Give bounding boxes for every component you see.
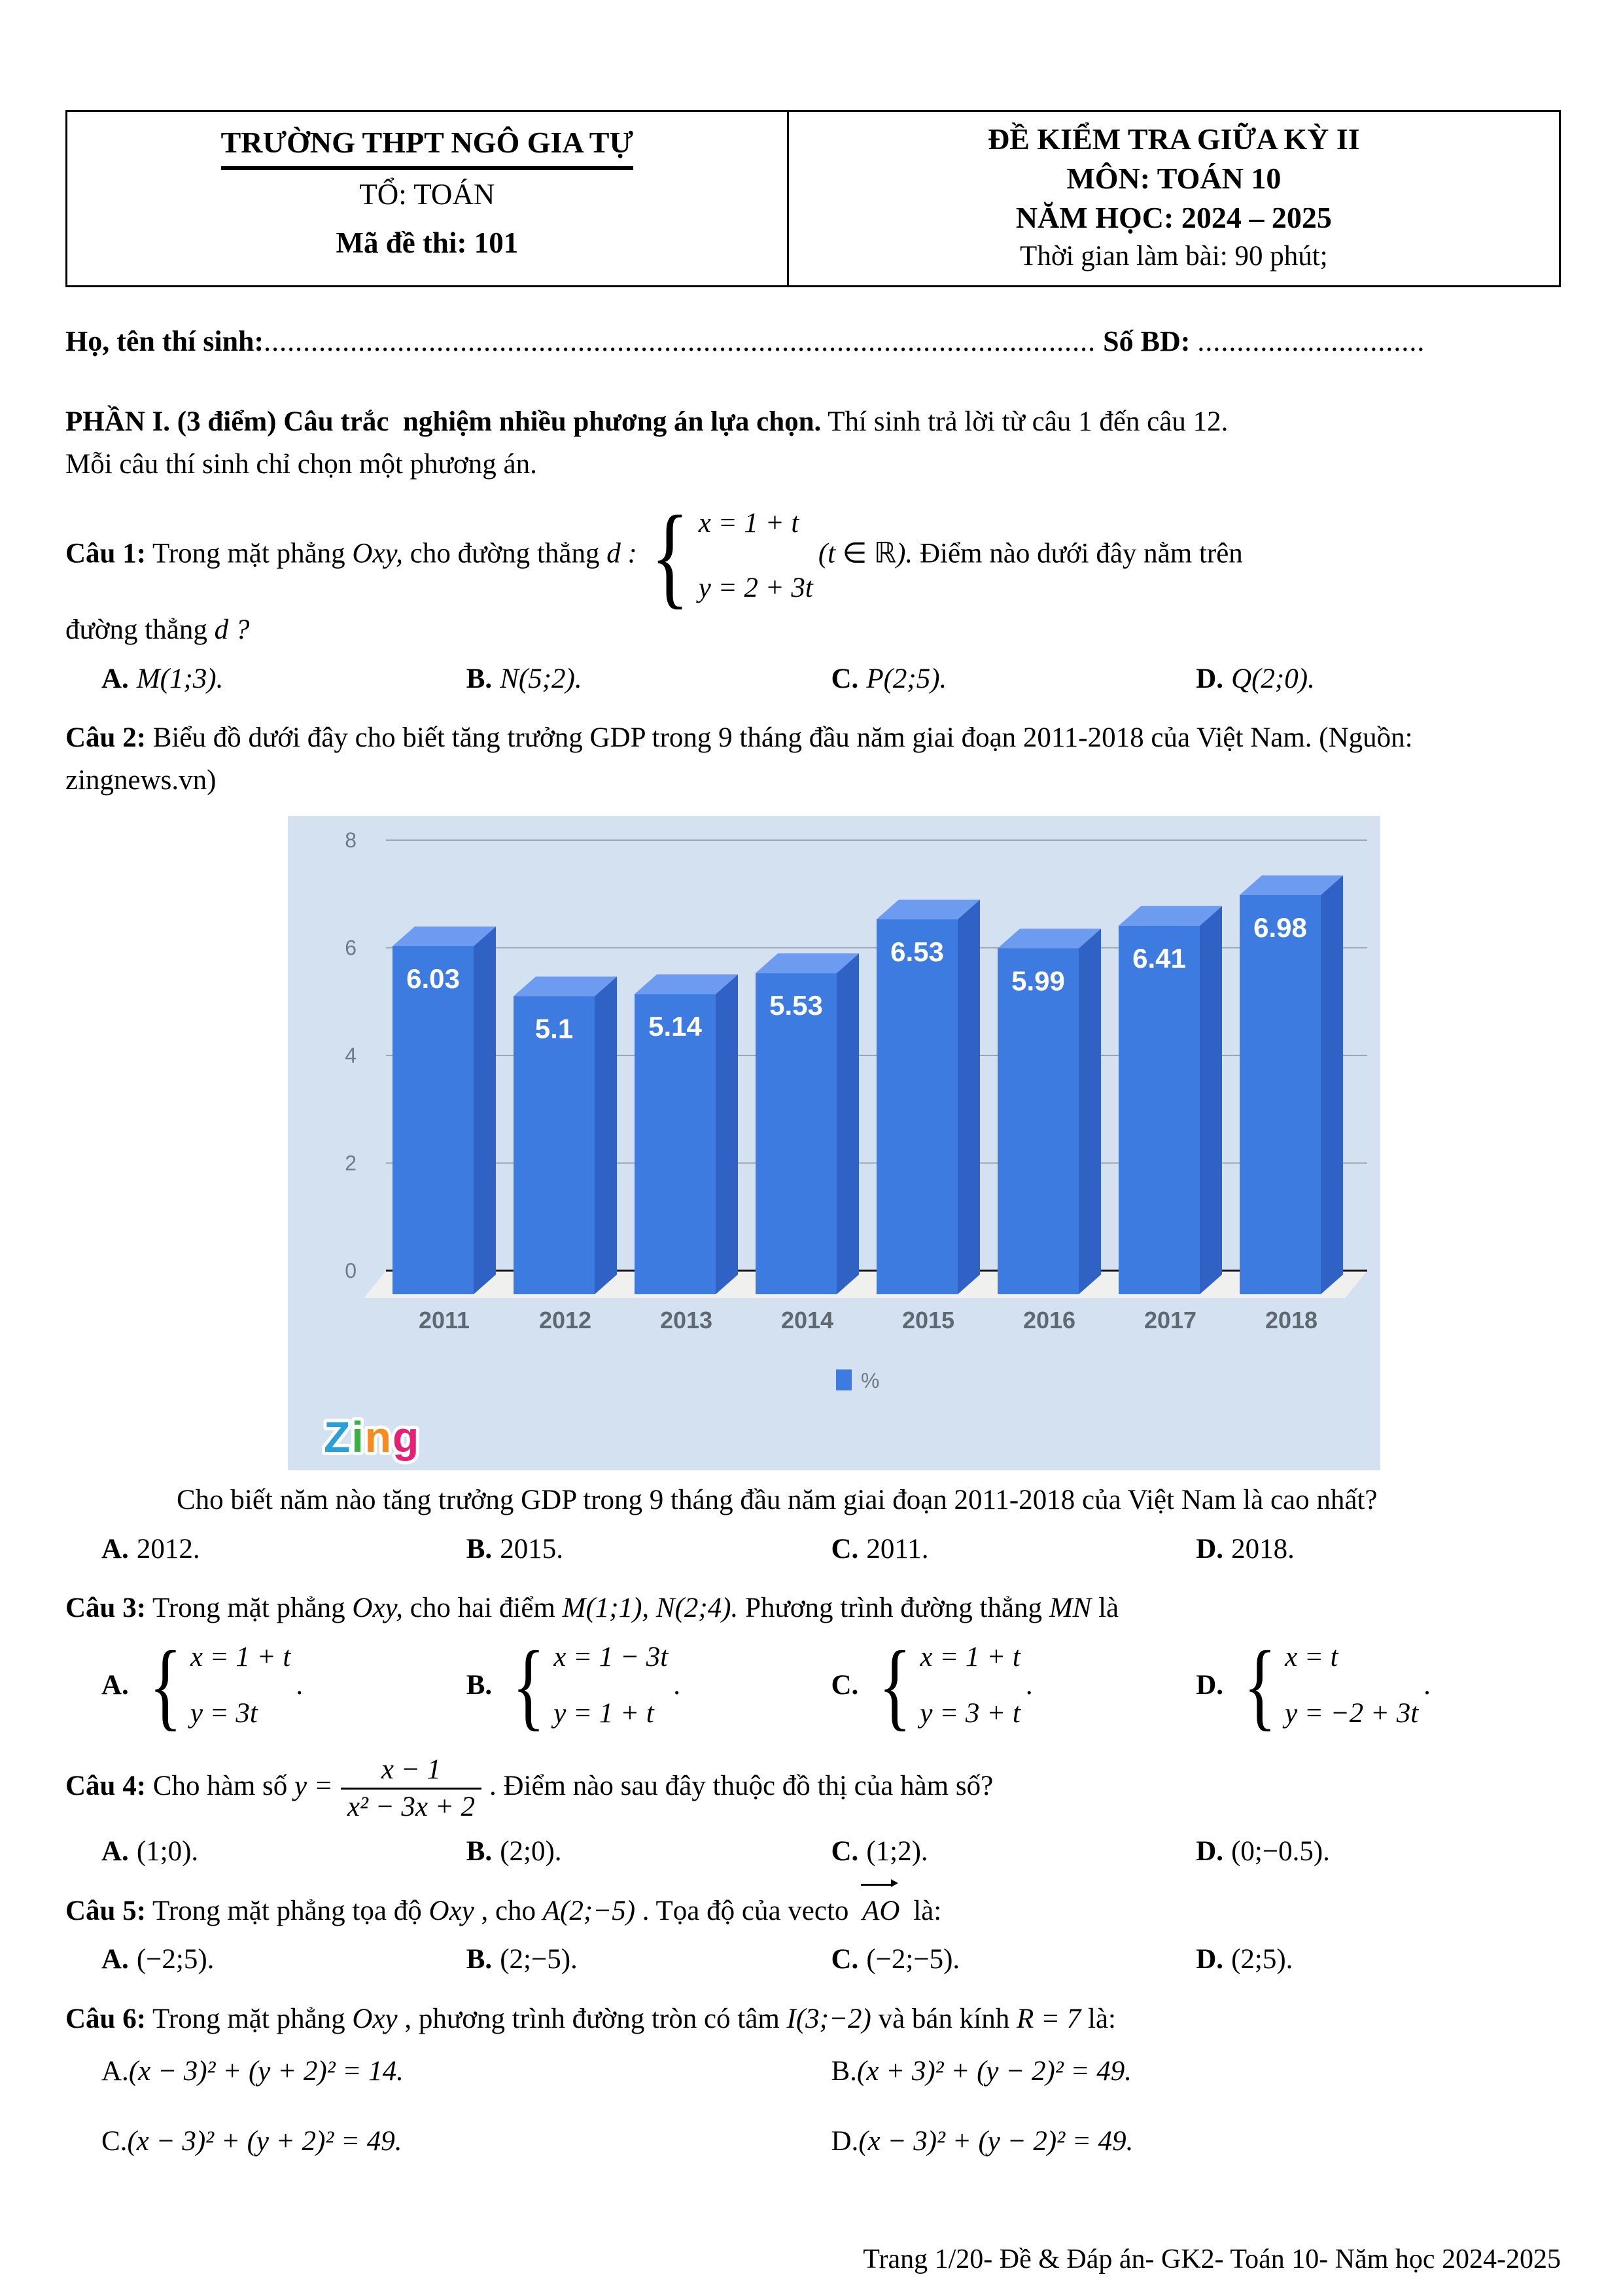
q3-text-2: cho hai điểm <box>403 1593 563 1624</box>
q6-text-2: , phương trình đường tròn có tâm <box>397 2003 787 2034</box>
q4-options <box>65 1831 1561 1873</box>
exam-code: Mã đề thi: 101 <box>336 226 519 259</box>
q4-fraction-denominator: x² − 3x + 2 <box>341 1788 481 1825</box>
q1-option-d: D. Q(2;0). <box>1196 663 1315 694</box>
x-tick-label: 2011 <box>418 1307 470 1334</box>
q2-option-a: A. 2012. <box>101 1533 200 1564</box>
student-info-line <box>65 320 1561 363</box>
q3-label: Câu 3: <box>65 1593 147 1624</box>
q3-option-d: D. { x = t y = −2 + 3t . <box>1196 1636 1561 1735</box>
question-2-prompt: Cho biết năm nào tăng trưởng GDP trong 9 tháng đầu năm giai đoạn 2011-2018 của Việt Nam là cao nhất? <box>177 1485 1378 1516</box>
q1-sys-line2: y = 2 + 3t <box>698 572 813 603</box>
q5-text-4: là: <box>906 1895 942 1926</box>
bar-side <box>1200 906 1222 1294</box>
q3b-system: { x = 1 − 3t y = 1 + t <box>505 1636 668 1735</box>
q1-equation-system <box>642 503 813 609</box>
q2-option-c: C. 2011. <box>831 1533 929 1564</box>
y-tick-label: 0 <box>345 1259 357 1283</box>
q3a-system: { x = 1 + t y = 3t <box>142 1636 291 1735</box>
student-name-blank: .......................................................................................................... <box>264 325 1096 358</box>
exam-duration: Thời gian làm bài: 90 phút; <box>1020 241 1328 272</box>
student-name-label: Họ, tên thí sinh: <box>65 325 264 358</box>
x-tick-label: 2012 <box>538 1307 592 1334</box>
q1-text-1: Trong mặt phẳng <box>146 538 353 569</box>
question-1-line2 <box>65 609 1561 652</box>
brace-icon <box>1244 1644 1276 1728</box>
legend-swatch <box>836 1369 852 1390</box>
y-tick-label: 2 <box>345 1151 357 1175</box>
q5-option-a: A. (−2;5). <box>101 1944 215 1975</box>
q4-text-1: Cho hàm số <box>146 1770 294 1801</box>
bar-2016 <box>998 949 1079 1295</box>
q1-option-a: A. M(1;3). <box>101 663 224 694</box>
zing-logo: Zing <box>324 1413 421 1462</box>
q5-option-c: C. (−2;−5). <box>831 1944 960 1975</box>
bar-2017 <box>1119 926 1200 1294</box>
chart-svg <box>288 816 1380 1470</box>
q3-option-b: B. { x = 1 − 3t y = 1 + t . <box>466 1636 831 1735</box>
q6-text-4: là: <box>1081 2003 1116 2034</box>
brace-icon <box>879 1644 911 1728</box>
question-3 <box>65 1587 1561 1630</box>
q6-options <box>65 2051 1561 2163</box>
q3-text-4: là <box>1091 1593 1119 1624</box>
question-5 <box>65 1890 1561 1933</box>
q2-option-b: B. 2015. <box>466 1533 563 1564</box>
student-id-blank: ............................. <box>1197 325 1425 358</box>
q5-text-2: , cho <box>474 1895 543 1926</box>
y-tick-label: 4 <box>345 1044 357 1068</box>
q6-option-a: A.(x − 3)² + (y + 2)² = 14. <box>101 2056 404 2087</box>
q4-option-c: C. (1;2). <box>831 1836 928 1867</box>
header-left-cell <box>67 111 788 287</box>
x-tick-label: 2015 <box>901 1307 955 1334</box>
question-4 <box>65 1752 1561 1825</box>
q6-text-3: và bán kính <box>871 2003 1017 2034</box>
q1-option-c: C. P(2;5). <box>831 663 947 694</box>
bar-2015 <box>877 919 958 1294</box>
bar-value-label: 5.53 <box>769 990 823 1021</box>
q1-text-4: đường thẳng <box>65 614 215 646</box>
bar-side <box>595 977 617 1294</box>
bar-value-label: 6.03 <box>406 963 460 995</box>
q3-text-3: Phương trình đường thẳng <box>738 1593 1049 1624</box>
q1-text-3: Điểm nào dưới đây nằm trên <box>913 538 1243 569</box>
q4-math-y: y = <box>294 1770 333 1801</box>
q3-math-oxy: Oxy, <box>352 1593 404 1624</box>
q6-option-d: D.(x − 3)² + (y − 2)² = 49. <box>831 2125 1134 2157</box>
q5-label: Câu 5: <box>65 1895 147 1926</box>
q1-math-oxy: Oxy, <box>352 538 404 569</box>
part1-title: PHẦN I. (3 điểm) Câu trắc nghiệm nhiều phương án lựa chọn. <box>65 406 822 438</box>
q3-text-1: Trong mặt phẳng <box>146 1593 353 1624</box>
q6-math-radius: R = 7 <box>1016 2003 1081 2034</box>
q1-text-2: cho đường thẳng <box>403 538 607 569</box>
q3c-system: { x = 1 + t y = 3 + t <box>871 1636 1021 1735</box>
q1-label: Câu 1: <box>65 538 147 569</box>
school-year: NĂM HỌC: 2024 – 2025 <box>1015 200 1332 234</box>
q4-fraction <box>341 1752 481 1825</box>
question-2 <box>65 717 1561 802</box>
x-tick-label: 2017 <box>1143 1307 1197 1334</box>
bar-value-label: 5.14 <box>648 1011 702 1042</box>
bar-side <box>474 927 496 1294</box>
bar-value-label: 6.53 <box>890 936 944 968</box>
exam-subject: MÔN: TOÁN 10 <box>1066 161 1282 195</box>
q6-label: Câu 6: <box>65 2003 147 2034</box>
bar-value-label: 6.98 <box>1253 912 1307 944</box>
bar-value-label: 6.41 <box>1132 943 1186 974</box>
q4-option-d: D. (0;−0.5). <box>1196 1836 1330 1867</box>
q1-math-t-in-r: (t ∈ ℝ). <box>818 538 913 569</box>
header-right-cell <box>788 111 1560 287</box>
brace-icon <box>149 1644 182 1728</box>
q5-math-oxy: Oxy <box>428 1895 474 1926</box>
legend-label: % <box>861 1369 880 1393</box>
q6-text-1: Trong mặt phẳng <box>146 2003 353 2034</box>
school-name: TRƯỜNG THPT NGÔ GIA TỰ <box>221 120 633 170</box>
q6-math-center: I(3;−2) <box>786 2003 871 2034</box>
q2-options <box>65 1528 1561 1571</box>
question-6 <box>65 1998 1561 2041</box>
header-table <box>65 110 1561 287</box>
bar-side <box>1079 929 1101 1295</box>
bar-side <box>837 953 859 1294</box>
q6-option-b: B.(x + 3)² + (y − 2)² = 49. <box>831 2056 1132 2087</box>
q4-label: Câu 4: <box>65 1770 147 1801</box>
y-tick-label: 6 <box>345 936 357 960</box>
x-tick-label: 2014 <box>780 1307 834 1334</box>
brace-icon <box>512 1644 545 1728</box>
q5-option-b: B. (2;−5). <box>466 1944 578 1975</box>
q3d-system: { x = t y = −2 + 3t <box>1236 1636 1418 1735</box>
q2-text: Biểu đồ dưới đây cho biết tăng trưởng GDP trong 9 tháng đầu năm giai đoạn 2011-2018 của Việt Nam. (Nguồn: zingnews.vn) <box>65 722 1413 796</box>
q3-option-a: A. { x = 1 + t y = 3t . <box>101 1636 466 1735</box>
part1-instruction: Thí sinh trả lời từ câu 1 đến câu 12. <box>821 406 1229 438</box>
part1-instruction-line2: Mỗi câu thí sinh chỉ chọn một phương án. <box>65 448 537 480</box>
bar-side <box>1321 875 1343 1294</box>
q3-options <box>65 1636 1561 1735</box>
q3-math-mn: MN <box>1049 1593 1092 1624</box>
bar-side <box>958 900 980 1294</box>
student-id-label: Số BD: <box>1096 325 1198 358</box>
q3-option-c: C. { x = 1 + t y = 3 + t . <box>831 1636 1196 1735</box>
question-1 <box>65 503 1561 609</box>
q4-option-b: B. (2;0). <box>466 1836 562 1867</box>
q5-vector-ao: AO <box>862 1890 899 1933</box>
q1-math-d: d : <box>606 538 637 569</box>
bar-side <box>716 975 738 1295</box>
bar-2018 <box>1240 895 1321 1294</box>
q2-option-d: D. 2018. <box>1196 1533 1295 1564</box>
y-tick-label: 8 <box>345 828 357 853</box>
bar-2014 <box>756 973 837 1294</box>
x-tick-label: 2018 <box>1265 1307 1318 1334</box>
q1-options <box>65 658 1561 701</box>
q4-option-a: A. (1;0). <box>101 1836 199 1867</box>
x-tick-label: 2016 <box>1022 1307 1076 1334</box>
q4-text-2: . Điểm nào sau đây thuộc đồ thị của hàm số? <box>489 1770 994 1801</box>
q5-text-1: Trong mặt phẳng tọa độ <box>146 1895 429 1926</box>
q6-math-oxy: Oxy <box>352 2003 398 2034</box>
department: TỔ: TOÁN <box>359 178 495 211</box>
brace-icon <box>650 507 689 605</box>
q1-option-b: B. N(5;2). <box>466 663 582 694</box>
q5-options <box>65 1939 1561 1981</box>
x-tick-label: 2013 <box>659 1307 713 1334</box>
q6-option-c: C.(x − 3)² + (y + 2)² = 49. <box>101 2125 402 2157</box>
q5-math-a: A(2;−5) <box>542 1895 636 1926</box>
gdp-bar-chart <box>288 816 1380 1470</box>
q4-fraction-numerator: x − 1 <box>381 1754 441 1785</box>
q3-math-points: M(1;1), N(2;4). <box>562 1593 739 1624</box>
q5-option-d: D. (2;5). <box>1196 1944 1293 1975</box>
q5-text-3: . Tọa độ của vecto <box>635 1895 856 1926</box>
bar-value-label: 5.99 <box>1011 965 1065 997</box>
q2-label: Câu 2: <box>65 722 147 754</box>
q1-math-d2: d ? <box>214 614 250 646</box>
bar-value-label: 5.1 <box>534 1013 574 1044</box>
q1-sys-line1: x = 1 + t <box>698 508 799 539</box>
exam-title: ĐỀ KIỂM TRA GIỮA KỲ II <box>987 122 1360 156</box>
bar-2011 <box>393 946 474 1294</box>
part1-heading <box>65 401 1561 486</box>
page-footer: Trang 1/20- Đề & Đáp án- GK2- Toán 10- Năm học 2024-2025 <box>863 2244 1561 2274</box>
